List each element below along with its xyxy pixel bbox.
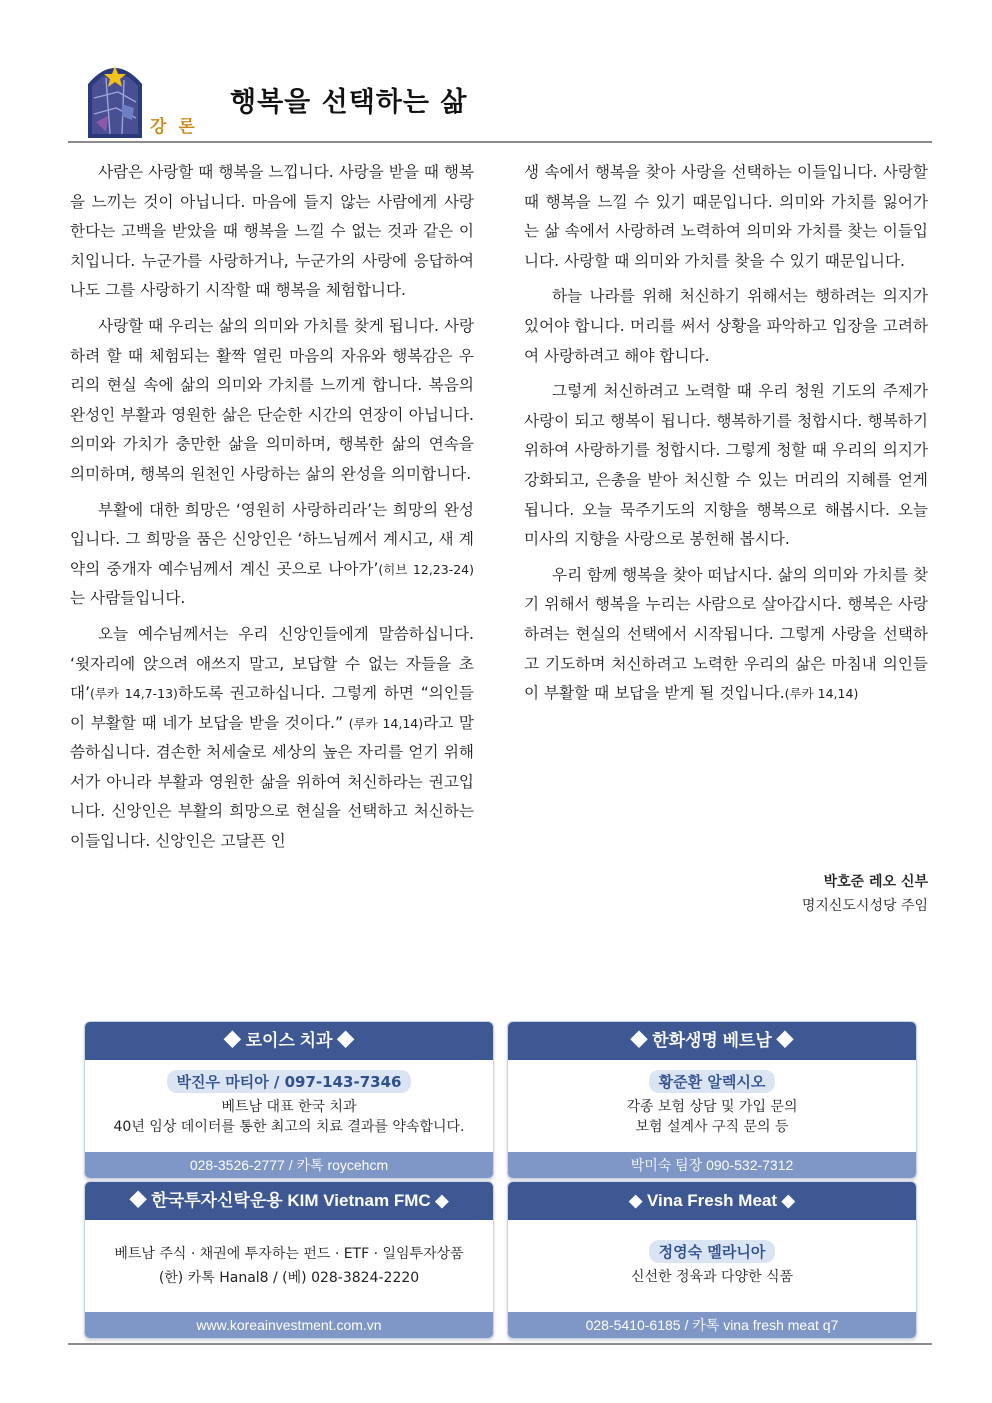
ad-contact: 박진우 마티아 / 097-143-7346 [167, 1070, 412, 1093]
ad-title: ◆ Vina Fresh Meat ◆ [508, 1182, 916, 1220]
scripture-ref: (루카 14,14) [348, 715, 424, 731]
ad-title: ◆ 한국투자신탁운용 KIM Vietnam FMC ◆ [85, 1182, 493, 1220]
author-signature [802, 870, 928, 918]
ad-card-royce-dental[interactable] [84, 1021, 494, 1179]
paragraph: 그렇게 처신하려고 노력할 때 우리 청원 기도의 주제가 사랑이 되고 행복이 됩니다. 행복하기를 청합시다. 행복하기 위하여 사랑하기를 청합시다. 그렇게 청할 때 우리의 의지가 강화되고, 은총을 받아 처신할 수 있는 머리의 지혜를 얻게 됩니다. 오늘 묵주기도의 지향을 행복으로 해봅시다. 오늘 미사의 지향을 사랑으로 봉헌해 봅시다. [524, 382, 928, 549]
ad-title: ◆ 한화생명 베트남 ◆ [508, 1022, 916, 1060]
ad-description [85, 1097, 493, 1137]
ad-description [508, 1267, 916, 1287]
paragraph: 사랑할 때 우리는 삶의 의미와 가치를 찾게 됩니다. 사랑하려 할 때 체험되는 활짝 열린 마음의 자유와 행복감은 우리의 현실 속에 삶의 의미와 가치를 느끼게 합니다. 복음의 완성인 부활과 영원한 삶은 단순한 시간의 연장이 아닙니다. 의미와 가치가 충만한 삶을 의미하며, 행복한 삶의 연속을 의미하며, 행복의 원천인 사랑하는 삶의 완성을 의미합니다. [70, 316, 475, 483]
paragraph-text: 오늘 예수님께서는 우리 신앙인들에게 말씀하십니다. ‘윗자리에 앉으려 애쓰지 말고, 보답할 수 없는 자들을 초대’ [70, 624, 474, 703]
ad-line: 신선한 정육과 다양한 식품 [630, 1269, 794, 1285]
ad-card-korea-investment[interactable] [84, 1181, 494, 1339]
ad-line: 각종 보험 상담 및 가입 문의 [626, 1099, 798, 1115]
paragraph [70, 620, 474, 857]
header-divider [68, 141, 932, 143]
author-role: 명지신도시성당 주임 [801, 898, 928, 914]
author-name: 박호준 레오 신부 [823, 874, 928, 890]
sermon-label: 강 론 [150, 117, 198, 137]
paragraph [524, 561, 928, 709]
page-header [68, 58, 932, 144]
paragraph-text: 라고 말씀하십니다. 겸손한 처세술로 세상의 높은 자리를 얻기 위해서가 아니라 부활과 영원한 삶을 위하여 처신하라는 권고입니다. 신앙인은 부활의 희망으로 현실을 선택하고 처신하는 이들입니다. 신앙인은 고달픈 인 [70, 713, 474, 851]
ad-footer: 박미숙 팀장 090-532-7312 [508, 1152, 916, 1178]
page-title: 행복을 선택하는 삶 [230, 87, 468, 118]
article-column-left [70, 158, 474, 863]
ad-card-hanwha-life[interactable] [507, 1021, 917, 1179]
paragraph [70, 496, 474, 614]
ad-line: 베트남 주식 · 채권에 투자하는 펀드 · ETF · 일임투자상품 [114, 1246, 464, 1262]
ad-title: ◆ 로이스 치과 ◆ [85, 1022, 493, 1060]
paragraph-text: 우리 함께 행복을 찾아 떠납시다. 삶의 의미와 가치를 찾기 위해서 행복을 누리는 사람으로 살아갑시다. 행복은 사랑하려는 현실의 선택에서 시작됩니다. 그렇게 사랑을 선택하고 기도하며 처신하려고 노력한 우리의 삶은 마침내 의인들이 부활할 때 보답을 받게 될 것입니다. [524, 565, 929, 703]
scripture-ref: (히브 12,23-24) [378, 561, 475, 577]
paragraph: 하늘 나라를 위해 처신하기 위해서는 행하려는 의지가 있어야 합니다. 머리를 써서 상황을 파악하고 입장을 고려하여 사랑하려고 해야 합니다. [524, 287, 928, 365]
ad-line: (한) 카톡 Hanal8 / (베) 028-3824-2220 [158, 1270, 420, 1286]
ad-description [85, 1242, 493, 1290]
ad-footer: 028-5410-6185 / 카톡 vina fresh meat q7 [508, 1312, 916, 1338]
paragraph-text: 하도록 권고하십니다. 그렇게 하면 “의인들이 부활할 때 네가 보답을 받을 것이다.” [70, 684, 474, 732]
ad-contact: 정영숙 멜라니아 [649, 1240, 776, 1263]
ad-contact: 황준환 알렉시오 [649, 1070, 776, 1093]
stained-glass-logo [88, 58, 142, 138]
ad-footer: 028-3526-2777 / 카톡 roycehcm [85, 1152, 493, 1178]
paragraph: 생 속에서 행복을 찾아 사랑을 선택하는 이들입니다. 사랑할 때 행복을 느낄 수 있기 때문입니다. 의미와 가치를 잃어가는 삶 속에서 사랑하려 노력하여 의미와 가치를 찾는 이들입니다. 사랑할 때 의미와 가치를 찾을 수 있기 때문입니다. [524, 163, 928, 270]
ad-line: 40년 임상 데이터를 통한 최고의 치료 결과를 약속합니다. [113, 1119, 465, 1135]
footer-divider [68, 1343, 932, 1345]
ad-description [508, 1097, 916, 1137]
article-column-right [524, 158, 928, 715]
paragraph-text: 부활에 대한 희망은 ‘영원히 사랑하리라’는 희망의 완성입니다. 그 희망을 품은 신앙인은 ‘하느님께서 계시고, 새 계약의 중개자 예수님께서 계신 곳으로 나아가’ [70, 500, 474, 578]
ad-line: 베트남 대표 한국 치과 [221, 1099, 357, 1115]
paragraph: 사람은 사랑할 때 행복을 느낍니다. 사랑을 받을 때 행복을 느끼는 것이 아닙니다. 마음에 들지 않는 사람에게 사랑한다는 고백을 받았을 때 행복을 느낄 수 없는 것과 같은 이치입니다. 누군가를 사랑하거나, 누군가의 사랑에 응답하여 나도 그를 사랑하기 시작할 때 행복을 체험합니다. [70, 163, 475, 300]
ad-line: 보험 설계사 구직 문의 등 [635, 1119, 789, 1135]
ad-footer[interactable]: www.koreainvestment.com.vn [85, 1312, 493, 1338]
paragraph-text: 는 사람들입니다. [70, 589, 186, 608]
scripture-ref: (루카 14,14) [784, 686, 859, 702]
scripture-ref: (루카 14,7-13) [90, 686, 178, 702]
ad-card-vina-fresh-meat[interactable] [507, 1181, 917, 1339]
